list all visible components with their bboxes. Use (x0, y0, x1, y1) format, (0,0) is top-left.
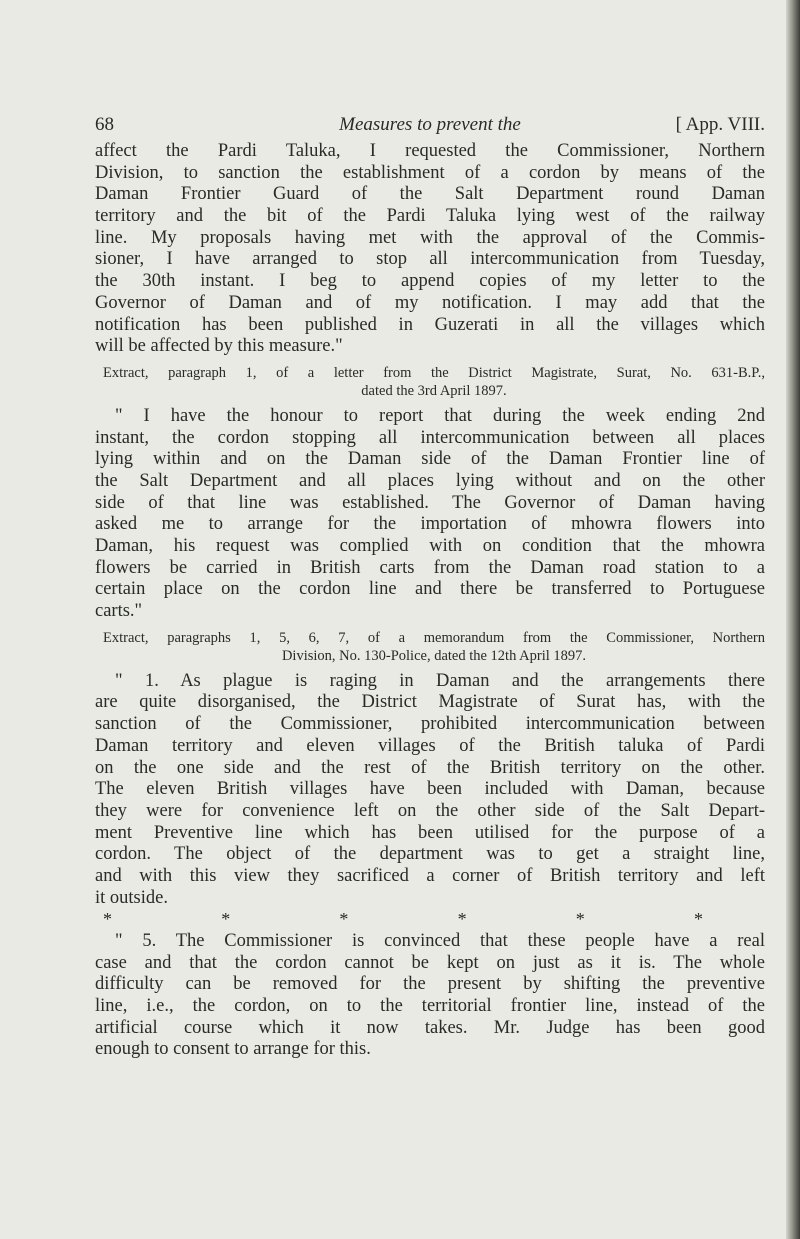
asterisk: * (693, 909, 703, 930)
text-line: side of that line was established. The Governor of Daman having (95, 492, 765, 513)
text-line: Extract, paragraph 1, of a letter from the District Magistrate, Surat, No. 631-B.P., (103, 364, 765, 381)
text-line: affect the Pardi Taluka, I requested the Commissioner, Northern (95, 141, 765, 161)
text-line: Extract, paragraphs 1, 5, 6, 7, of a memorandum from the Commissioner, Northern (103, 629, 765, 646)
text-line: Daman territory and eleven villages of the British taluka of Pardi (95, 735, 765, 756)
text-line: " I have the honour to report that during the week ending 2nd (115, 405, 765, 426)
text-line: sanction of the Commissioner, prohibited intercommunication between (95, 714, 765, 735)
section-label: [ App. VIII. (675, 114, 765, 135)
text-line: Daman, his request was complied with on condition that the mhowra (95, 536, 765, 556)
text-line: asked me to arrange for the importation of mhowra flowers into (95, 514, 765, 535)
text-line: " 1. As plague is raging in Daman and the arrangements there (115, 670, 765, 691)
text-line: carts." (95, 601, 143, 622)
text-line: instant, the cordon stopping all intercommunication between all places (95, 427, 765, 448)
text-line: will be affected by this measure." (95, 336, 343, 357)
extract-citation (95, 358, 765, 406)
text-line: dated the 3rd April 1897. (361, 382, 507, 399)
text-line: the 30th instant. I beg to append copies of my letter to the (95, 271, 765, 292)
text-line: ment Preventive line which has been utilised for the purpose of a (95, 822, 765, 843)
text-line: certain place on the cordon line and there be transferred to Portuguese (95, 579, 765, 600)
extract-citation (95, 623, 765, 671)
text-line: Division, to sanction the establishment of a cordon by means of the (95, 162, 765, 183)
page-number: 68 (95, 114, 114, 135)
text-line: line, i.e., the cordon, on to the territorial frontier line, instead of the (95, 996, 765, 1017)
asterisk: * (575, 909, 585, 930)
text-line: notification has been published in Guzerati in all the villages which (95, 314, 765, 335)
text-line: flowers be carried in British carts from the Daman road station to a (95, 557, 765, 578)
text-line: are quite disorganised, the District Magistrate of Surat has, with the (95, 692, 765, 713)
text-line: territory and the bit of the Pardi Taluka lying west of the railway (95, 206, 765, 227)
text-line: " 5. The Commissioner is convinced that these people have a real (115, 931, 765, 952)
asterisk: * (221, 909, 231, 930)
text-line: line. My proposals having met with the approval of the Commis- (95, 227, 765, 248)
page-header (95, 114, 765, 140)
text-line: and with this view they sacrificed a corner of British territory and left (95, 865, 765, 886)
text-line: The eleven British villages have been included with Daman, because (95, 779, 765, 800)
asterisk: * (339, 909, 349, 930)
asterisk: * (103, 909, 112, 930)
text-line: Division, No. 130-Police, dated the 12th April 1897. (281, 647, 587, 664)
section-break-asterisks (95, 909, 703, 931)
text-line: lying within and on the Daman side of the Daman Frontier line of (95, 449, 765, 470)
text-line: Governor of Daman and of my notification. I may add that the (95, 292, 765, 313)
text-line: it outside. (95, 887, 168, 908)
asterisk: * (457, 909, 467, 930)
paragraph (95, 931, 765, 1061)
book-binding-edge (786, 0, 800, 1239)
paragraph (95, 671, 765, 910)
paragraph (95, 406, 765, 623)
paragraph (95, 141, 765, 358)
text-line: they were for convenience left on the other side of the Salt Depart- (95, 800, 765, 821)
text-line: the Salt Department and all places lying without and on the other (95, 470, 765, 491)
text-line: on the one side and the rest of the British territory on the other. (95, 757, 765, 778)
text-line: Daman Frontier Guard of the Salt Department round Daman (95, 184, 765, 205)
text-line: enough to consent to arrange for this. (95, 1039, 371, 1060)
text-line: difficulty can be removed for the present by shifting the preventive (95, 974, 765, 995)
page-body (95, 141, 765, 1061)
text-line: sioner, I have arranged to stop all intercommunication from Tuesday, (95, 249, 765, 270)
text-line: case and that the cordon cannot be kept on just as it is. The whole (95, 952, 765, 973)
text-line: cordon. The object of the department was to get a straight line, (95, 844, 765, 865)
text-line: artificial course which it now takes. Mr. Judge has been good (95, 1017, 765, 1038)
running-title: Measures to prevent the (339, 114, 521, 135)
